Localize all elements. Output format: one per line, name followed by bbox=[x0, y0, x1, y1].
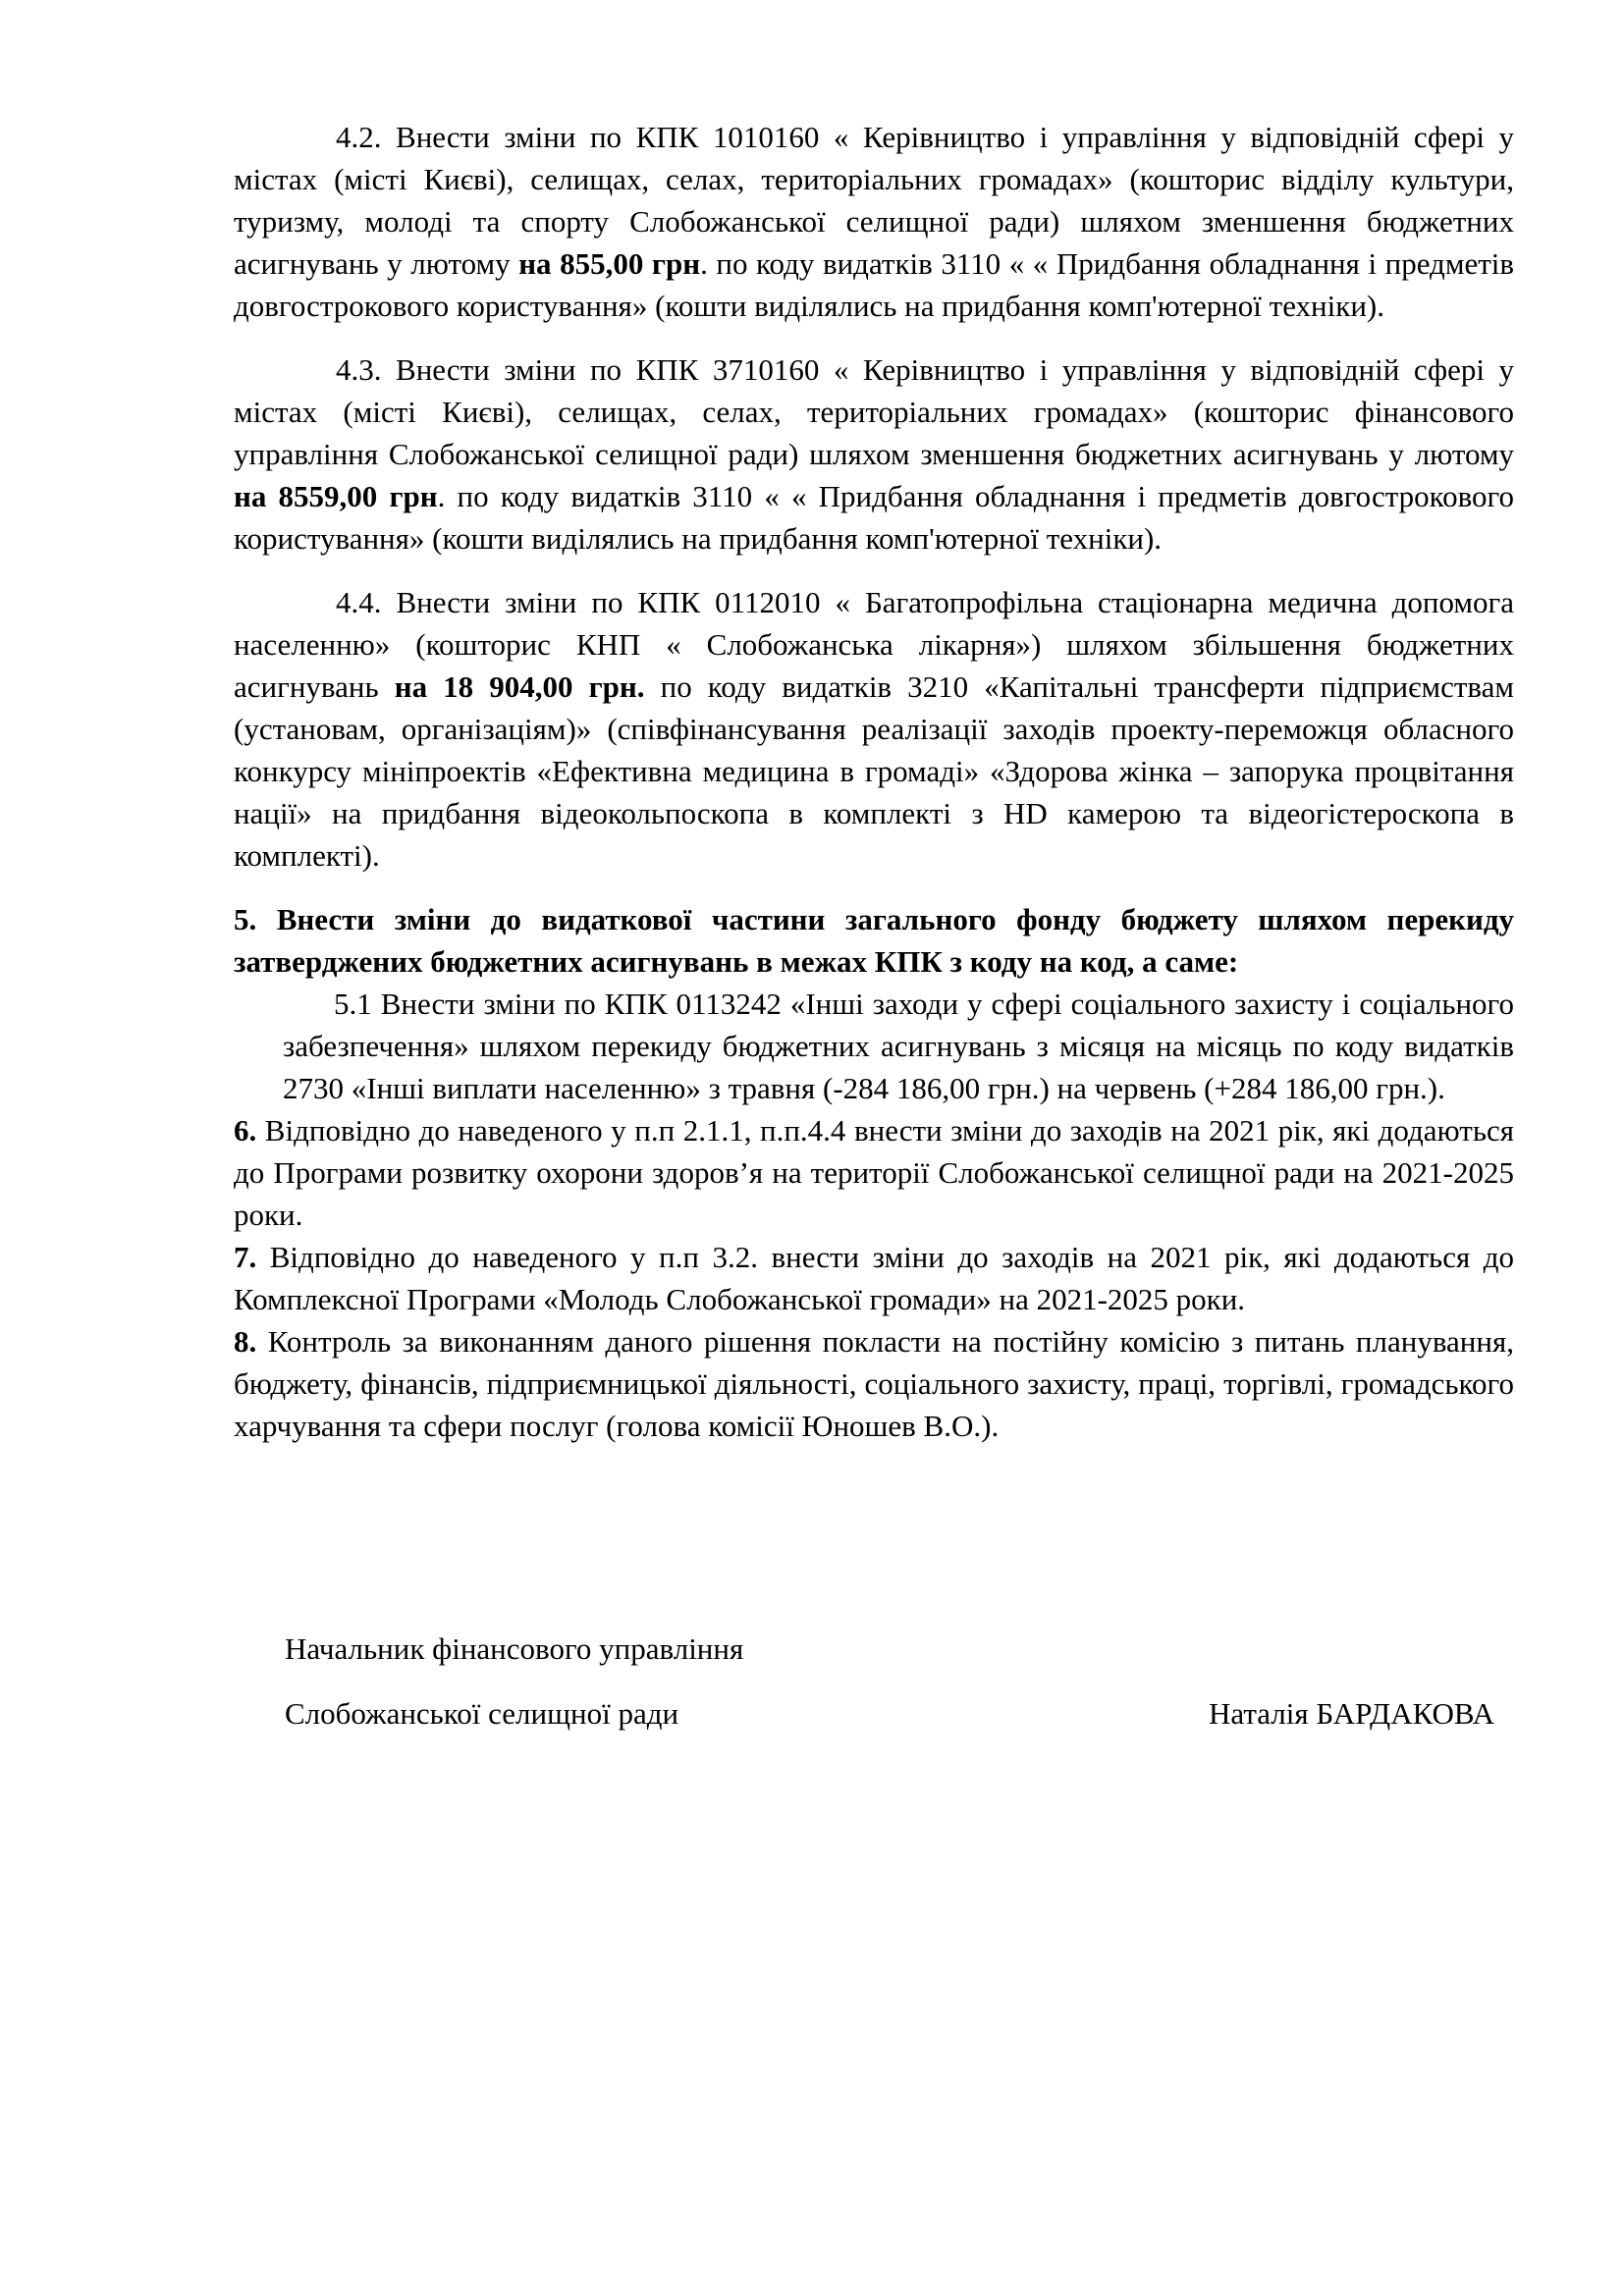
signature-position-line1: Начальник фінансового управління bbox=[285, 1631, 744, 1666]
paragraph-4-2-amount: на 855,00 грн bbox=[518, 246, 701, 281]
section-7-text: Відповідно до наведеного у п.п 3.2. внести зміни до заходів на 2021 рік, які додаються до Комплексної Програми «Молодь Слобожанської громади» на 2021-2025 роки. bbox=[234, 1240, 1514, 1316]
paragraph-4-2 bbox=[234, 116, 1514, 327]
paragraph-5-1: 5.1 Внести зміни по КПК 0113242 «Інші заходи у сфері соціального захисту і соціального забезпечення» шляхом перекиду бюджетних асигнувань з місяця на місяць по коду видатків 2730 «Інші виплати населенню» з травня (-284 186,00 грн.) на червень (+284 186,00 грн.). bbox=[283, 987, 1514, 1105]
section-8 bbox=[234, 1320, 1514, 1447]
document-body bbox=[234, 116, 1514, 1447]
paragraph-4-4-text: 4.4. Внести зміни по КПК 0112010 « Багатопрофільна стаціонарна медична допомога населенню» (кошторис КНП « Слобожанська лікарня») шляхом збільшення бюджетних асигнувань bbox=[234, 585, 1514, 704]
section-8-number: 8. bbox=[234, 1324, 257, 1359]
section-7 bbox=[234, 1236, 1514, 1320]
section-5-heading bbox=[234, 898, 1514, 983]
paragraph-4-3 bbox=[234, 348, 1514, 560]
paragraph-4-3-text-end: . по коду видатків 3110 « « Придбання обладнання і предметів довгострокового користування» (кошти виділялись на придбання комп'ютерної техніки). bbox=[234, 479, 1514, 556]
section-6-text: Відповідно до наведеного у п.п 2.1.1, п.п.4.4 внести зміни до заходів на 2021 рік, які додаються до Програми розвитку охорони здоров’я на території Слобожанської селищної ради на 2021-2025 роки. bbox=[234, 1113, 1514, 1232]
paragraph-4-2-text: 4.2. Внести зміни по КПК 1010160 « Керівництво і управління у відповідній сфері у містах (місті Києві), селищах, селах, територіальних громадах» (кошторис відділу культури, туризму, молоді та спорту Слобожанської селищної ради) шляхом зменшення бюджетних асигнувань у лютому bbox=[234, 120, 1514, 281]
section-6-number: 6. bbox=[234, 1113, 257, 1148]
section-8-text: Контроль за виконанням даного рішення покласти на постійну комісію з питань планування, бюджету, фінансів, підприємницької діяльності, соціального захисту, праці, торгівлі, громадського харчування та сфери послуг (голова комісії Юношев В.О.). bbox=[234, 1324, 1514, 1443]
signature-name: Наталія БАРДАКОВА bbox=[1208, 1696, 1494, 1731]
section-6 bbox=[234, 1109, 1514, 1236]
paragraph-4-4 bbox=[234, 581, 1514, 877]
signature-position-line2: Слобожанської селищної ради bbox=[285, 1696, 679, 1731]
section-7-number: 7. bbox=[234, 1240, 257, 1274]
paragraph-4-4-amount: на 18 904,00 грн. bbox=[394, 669, 645, 704]
paragraph-4-4-text-end: по коду видатків 3210 «Капітальні трансферти підприємствам (установам, організаціям)» (співфінансування реалізації заходів проекту-переможця обласного конкурсу мініпроектів «Ефективна медицина в громаді» «Здорова жінка – запорука процвітання нації» на придбання відеокольпоскопа в комплекті з HD камерою та відеогістероскопа в комплекті). bbox=[234, 669, 1514, 873]
paragraph-4-2-text-end: . по коду видатків 3110 « « Придбання обладнання і предметів довгострокового користування» (кошти виділялись на придбання комп'ютерної техніки). bbox=[234, 246, 1515, 323]
paragraph-4-3-text: 4.3. Внести зміни по КПК 3710160 « Керівництво і управління у відповідній сфері у містах (місті Києві), селищах, селах, територіальних громадах» (кошторис фінансового управління Слобожанської селищної ради) шляхом зменшення бюджетних асигнувань у лютому bbox=[234, 352, 1514, 471]
section-5-heading-text: 5. Внести зміни до видаткової частини загального фонду бюджету шляхом перекиду затверджених бюджетних асигнувань в межах КПК з коду на код, а саме: bbox=[234, 902, 1514, 979]
paragraph-4-3-amount: на 8559,00 грн bbox=[234, 479, 438, 513]
